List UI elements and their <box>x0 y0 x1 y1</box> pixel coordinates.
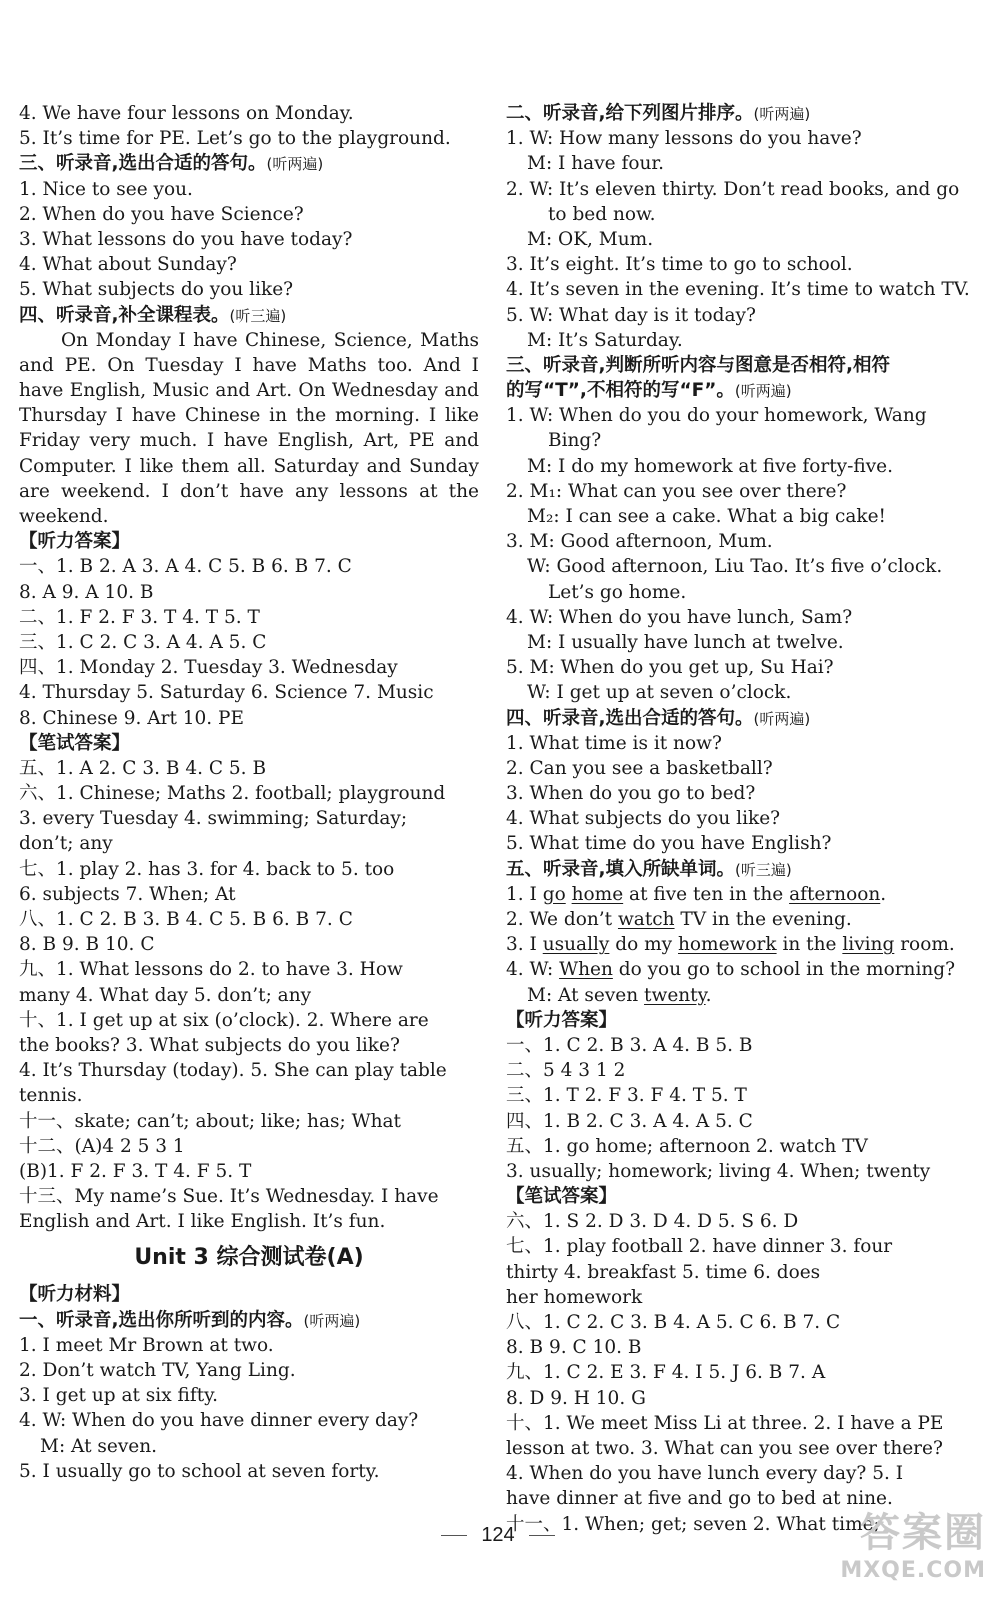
answer-line: 五、1. A 2. C 3. B 4. C 5. B <box>19 757 267 779</box>
filled-blank: living <box>842 934 895 956</box>
text-line: M: OK, Mum. <box>527 228 654 250</box>
answer-line: 8. B 9. B 10. C <box>19 934 155 956</box>
answer-heading: 【听力答案】 <box>19 531 131 553</box>
answer-line: 4. It’s Thursday (today). 5. She can play table <box>19 1060 447 1082</box>
answer-line: 6. subjects 7. When; At <box>19 883 236 905</box>
answer-heading: 【听力答案】 <box>506 1009 618 1031</box>
section-heading: 五、听录音,填入所缺单词。(听三遍) <box>506 858 792 880</box>
text-line: 3. I usually do my homework in the living room. <box>506 934 955 956</box>
paragraph-line: Computer. I like them all. Saturday and Sunday <box>19 455 479 477</box>
answer-line: 十、1. We meet Miss Li at three. 2. I have a PE <box>506 1412 944 1434</box>
unit-title: Unit 3 综合测试卷(A) <box>134 1245 364 1271</box>
text-line: Bing? <box>548 430 602 452</box>
answer-line: 3. every Tuesday 4. swimming; Saturday; <box>19 808 408 830</box>
answer-line: 一、1. B 2. A 3. A 4. C 5. B 6. B 7. C <box>19 556 352 578</box>
answer-line: 四、1. B 2. C 3. A 4. A 5. C <box>506 1110 753 1132</box>
text-line: 2. Don’t watch TV, Yang Ling. <box>19 1360 296 1381</box>
answer-line: 8. D 9. H 10. G <box>506 1387 646 1409</box>
filled-blank: When <box>559 959 613 981</box>
text-line: 5. I usually go to school at seven forty. <box>19 1460 380 1482</box>
text-line: 4. What about Sunday? <box>19 254 237 276</box>
paragraph-line: On Monday I have Chinese, Science, Maths <box>61 329 479 351</box>
answer-line: 一、1. C 2. B 3. A 4. B 5. B <box>506 1034 753 1056</box>
answer-line: 十三、My name’s Sue. It’s Wednesday. I have <box>19 1186 439 1208</box>
answer-line: 4. When do you have lunch every day? 5. I <box>506 1463 904 1485</box>
text-line: 1. W: How many lessons do you have? <box>506 128 862 150</box>
watermark-logo <box>836 1508 986 1594</box>
section-heading: 四、听录音,补全课程表。(听三遍) <box>19 304 287 326</box>
answer-line: 十一、skate; can’t; about; like; has; What <box>19 1110 401 1132</box>
text-line: 2. Can you see a basketball? <box>506 757 773 779</box>
text-line: 5. What time do you have English? <box>506 833 832 855</box>
text-line: M: I have four. <box>527 153 665 175</box>
dash-right <box>529 1535 555 1536</box>
text-line: M: I do my homework at five forty-five. <box>527 455 893 477</box>
text-line: to bed now. <box>548 203 656 225</box>
answer-line: 十、1. I get up at six (o’clock). 2. Where are <box>19 1009 429 1031</box>
answer-line: 8. Chinese 9. Art 10. PE <box>19 707 245 729</box>
answer-line: 二、5 4 3 1 2 <box>506 1060 626 1082</box>
text-line: 5. W: What day is it today? <box>506 304 756 326</box>
text-line: 5. M: When do you get up, Su Hai? <box>506 657 834 679</box>
text-line: M: At seven. <box>40 1435 158 1457</box>
text-line: 1. W: When do you do your homework, Wang <box>506 405 927 427</box>
right-column <box>506 101 976 1537</box>
filled-blank: twenty <box>644 984 706 1006</box>
paragraph-line: are weekend. I don’t have any lessons at the <box>19 480 479 502</box>
text-line: 4. It’s seven in the evening. It’s time to watch TV. <box>506 279 970 301</box>
paragraph-line: have English, Music and Art. On Wednesday and <box>19 380 479 402</box>
answer-line: 七、1. play 2. has 3. for 4. back to 5. too <box>19 858 395 880</box>
text-line: 1. Nice to see you. <box>19 178 193 200</box>
text-line: 2. When do you have Science? <box>19 203 304 225</box>
answer-heading: 【笔试答案】 <box>506 1186 618 1208</box>
text-line: 2. W: It’s eleven thirty. Don’t read books, and go <box>506 178 960 200</box>
filled-blank: homework <box>678 934 777 956</box>
text-line: W: Good afternoon, Liu Tao. It’s five o’clock. <box>527 556 943 578</box>
text-line: 3. What lessons do you have today? <box>19 228 353 250</box>
text-line: 5. What subjects do you like? <box>19 279 294 301</box>
filled-blank: afternoon <box>789 883 881 905</box>
answer-line: 二、1. F 2. F 3. T 4. T 5. T <box>19 606 260 628</box>
text-line: 3. It’s eight. It’s time to go to school. <box>506 254 853 276</box>
text-line: 3. I get up at six fifty. <box>19 1385 219 1407</box>
answer-line: 十一、1. When; get; seven 2. What time; <box>506 1513 880 1535</box>
paragraph-line: Friday very much. I have English, Art, PE and <box>19 430 479 452</box>
text-line: 4. We have four lessons on Monday. <box>19 103 354 124</box>
section-heading: 二、听录音,给下列图片排序。(听两遍) <box>506 103 811 124</box>
text-line: 4. What subjects do you like? <box>506 808 781 830</box>
answer-line: 8. B 9. C 10. B <box>506 1337 642 1359</box>
paragraph-line: weekend. <box>19 506 109 527</box>
answer-line: lesson at two. 3. What can you see over there? <box>506 1437 943 1459</box>
paragraph-line: and PE. On Tuesday I have Maths too. And I <box>19 354 479 376</box>
answer-line: 8. A 9. A 10. B <box>19 581 154 603</box>
text-line: 1. I go home at five ten in the afternoon. <box>506 883 887 905</box>
text-line: 2. M₁: What can you see over there? <box>506 480 847 502</box>
section-heading: 一、听录音,选出你所听到的内容。(听两遍) <box>19 1309 361 1331</box>
text-line: M: I usually have lunch at twelve. <box>527 631 844 653</box>
text-line: 5. It’s time for PE. Let’s go to the playground. <box>19 128 451 150</box>
filled-blank: home <box>571 883 624 905</box>
answer-line: the books? 3. What subjects do you like? <box>19 1034 400 1056</box>
text-line: W: I get up at seven o’clock. <box>527 682 792 704</box>
text-line: M₂: I can see a cake. What a big cake! <box>527 506 886 527</box>
text-line: M: At seven twenty. <box>527 984 712 1006</box>
answer-line: 八、1. C 2. C 3. B 4. A 5. C 6. B 7. C <box>506 1312 841 1333</box>
answer-line: 十二、(A)4 2 5 3 1 <box>19 1135 185 1157</box>
answer-line: tennis. <box>19 1085 83 1107</box>
watermark-url: MXQE.COM <box>840 1558 986 1583</box>
filled-blank: watch <box>617 909 675 930</box>
answer-line: 六、1. S 2. D 3. D 4. D 5. S 6. D <box>506 1211 799 1233</box>
text-line: 4. W: When do you go to school in the morning? <box>506 959 956 981</box>
section-heading: 三、听录音,选出合适的答句。(听两遍) <box>19 153 324 175</box>
filled-blank: go <box>542 883 566 905</box>
answer-line: 四、1. Monday 2. Tuesday 3. Wednesday <box>19 657 398 679</box>
answer-line: 三、1. C 2. C 3. A 4. A 5. C <box>19 631 267 653</box>
dash-left <box>441 1535 467 1536</box>
left-column <box>19 101 479 1484</box>
answer-line: (B)1. F 2. F 3. T 4. F 5. T <box>19 1160 252 1182</box>
answer-line: 九、1. C 2. E 3. F 4. I 5. J 6. B 7. A <box>506 1362 826 1384</box>
answer-line: many 4. What day 5. don’t; any <box>19 984 312 1006</box>
section-heading: 三、听录音,判断所听内容与图意是否相符,相符 <box>506 354 891 376</box>
text-line: 1. I meet Mr Brown at two. <box>19 1334 274 1356</box>
text-line: 4. W: When do you have lunch, Sam? <box>506 606 853 628</box>
text-line: 3. M: Good afternoon, Mum. <box>506 531 773 553</box>
filled-blank: usually <box>542 934 610 956</box>
answer-line: her homework <box>506 1286 643 1308</box>
answer-line: English and Art. I like English. It’s fun. <box>19 1211 386 1233</box>
answer-line: don’t; any <box>19 833 113 855</box>
answer-line: 4. Thursday 5. Saturday 6. Science 7. Music <box>19 682 434 704</box>
page-number-text: 124 <box>481 1524 515 1546</box>
answer-line: 3. usually; homework; living 4. When; twenty <box>506 1160 931 1182</box>
answer-line: 八、1. C 2. B 3. B 4. C 5. B 6. B 7. C <box>19 909 353 930</box>
text-line: 4. W: When do you have dinner every day? <box>19 1410 419 1432</box>
text-line: 1. What time is it now? <box>506 732 722 754</box>
answer-line: 五、1. go home; afternoon 2. watch TV <box>506 1135 868 1157</box>
answer-line: 九、1. What lessons do 2. to have 3. How <box>19 959 403 981</box>
answer-line: thirty 4. breakfast 5. time 6. does <box>506 1261 821 1283</box>
answer-heading: 【笔试答案】 <box>19 732 131 754</box>
text-line: 2. We don’t watch TV in the evening. <box>506 909 852 930</box>
text-line: 3. When do you go to bed? <box>506 783 756 805</box>
text-line: M: It’s Saturday. <box>527 329 683 351</box>
answer-line: 三、1. T 2. F 3. F 4. T 5. T <box>506 1085 747 1107</box>
paragraph-line: Thursday I have Chinese in the morning. I like <box>19 405 479 427</box>
watermark-logo-text: 答案圈 <box>860 1510 986 1556</box>
answer-line: 七、1. play football 2. have dinner 3. four <box>506 1236 893 1258</box>
answer-heading: 【听力材料】 <box>19 1284 131 1306</box>
answer-line: have dinner at five and go to bed at nine. <box>506 1488 893 1510</box>
text-line: Let’s go home. <box>548 581 687 603</box>
answer-line: 六、1. Chinese; Maths 2. football; playground <box>19 783 446 805</box>
section-heading: 的写“T”,不相符的写“F”。(听两遍) <box>506 380 792 402</box>
section-heading: 四、听录音,选出合适的答句。(听两遍) <box>506 707 811 729</box>
